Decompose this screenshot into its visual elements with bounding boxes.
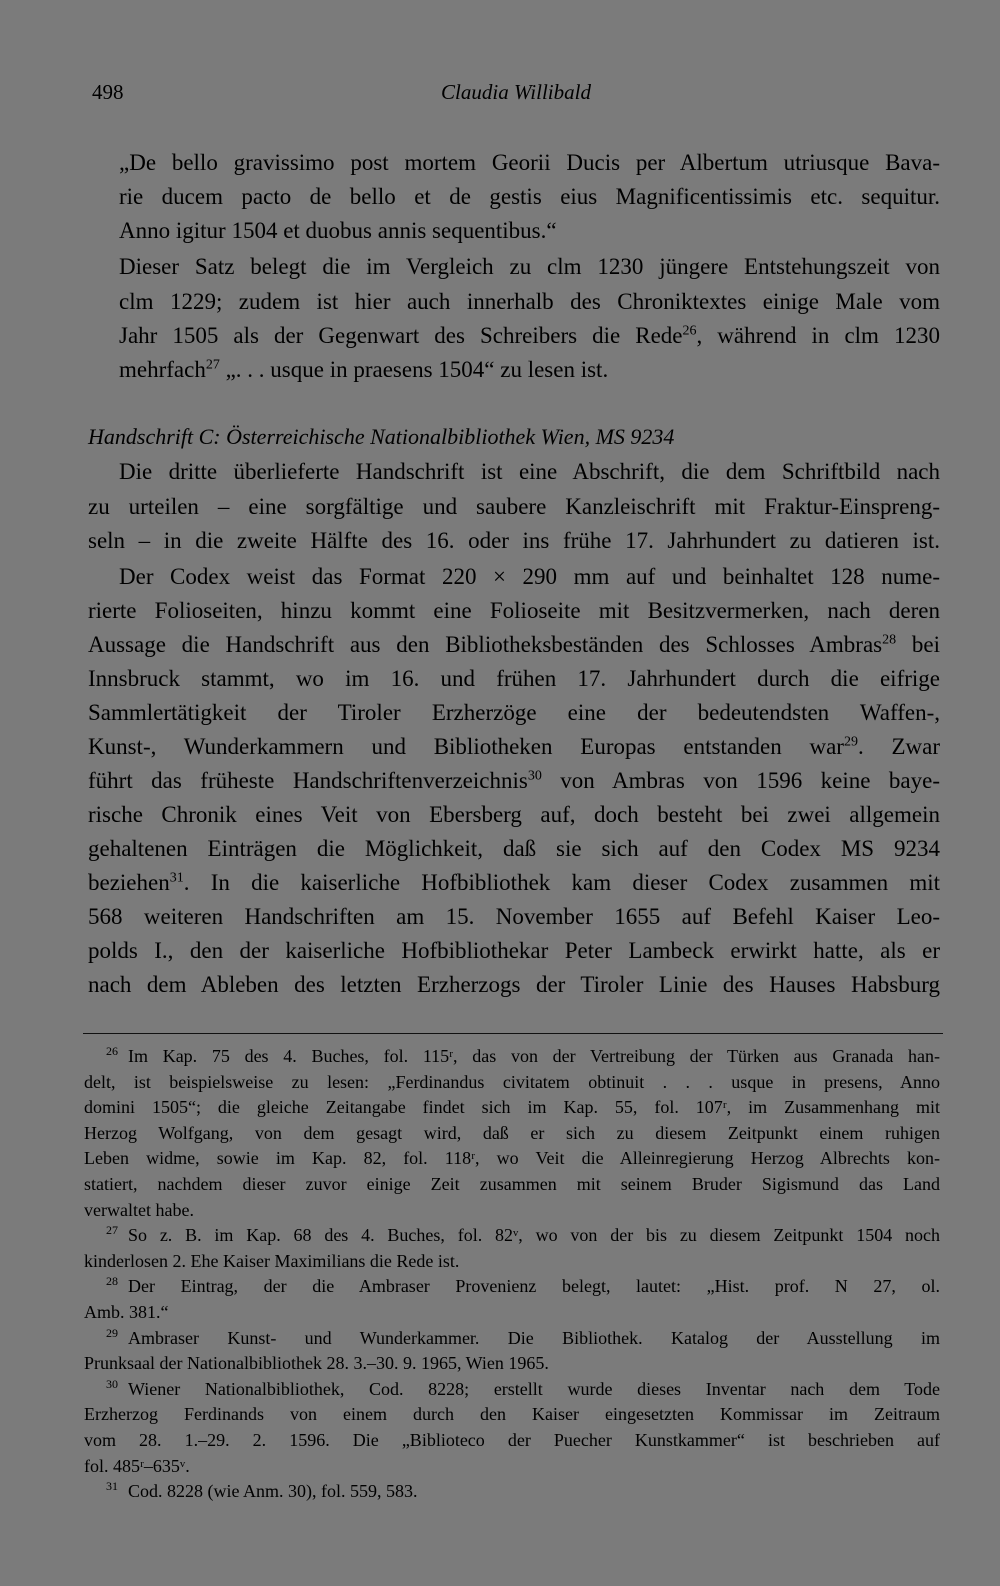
paragraph-line: gehaltenen Einträgen die Möglichkeit, daß sie sich auf den Codex MS 9234 — [88, 836, 940, 861]
running-head: Claudia Willibald — [441, 80, 591, 104]
footnote-line — [106, 1276, 940, 1297]
footnote-text: Erzherzog Ferdinands von einem durch den Kaiser eingesetzten Kommissar im Zeitraum — [84, 1404, 940, 1424]
footnote-text: verwaltet habe. — [84, 1200, 194, 1220]
quote-line: „De bello gravissimo post mortem Georii Ducis per Albertum utriusque Bava- — [119, 150, 940, 175]
page-header — [92, 80, 940, 112]
paragraph-line: Der Codex weist das Format 220 × 290 mm auf und beinhaltet 128 nume- — [119, 564, 940, 589]
paragraph-line: Innsbruck stammt, wo im 16. und frühen 17. Jahrhundert durch die eifrige — [88, 666, 940, 691]
footnote-line — [106, 1379, 940, 1400]
footnote-number: 31 — [106, 1479, 118, 1493]
footnote-text: vom 28. 1.–29. 2. 1596. Die „Biblioteco der Puecher Kunstkammer“ ist beschrieben auf — [84, 1430, 940, 1450]
footnote-text: Amb. 381.“ — [84, 1302, 169, 1322]
footnote-ref: 31 — [169, 870, 184, 886]
footnote-text: Im Kap. 75 des 4. Buches, fol. 115ʳ, das von der Vertreibung der Türken aus Granada han- — [128, 1046, 940, 1066]
footnote-ref: 30 — [527, 768, 542, 784]
footnote-number: 27 — [106, 1223, 118, 1237]
footnote-number: 26 — [106, 1044, 118, 1058]
paragraph-line: 568 weiteren Handschriften am 15. November 1655 auf Befehl Kaiser Leo- — [88, 904, 940, 929]
footnote-text: Cod. 8228 (wie Anm. 30), fol. 559, 583. — [128, 1481, 418, 1501]
quote-line: rie ducem pacto de bello et de gestis eius Magnificentissimis etc. sequitur. — [119, 184, 940, 209]
footnote-text: delt, ist beispielsweise zu lesen: „Ferdinandus civitatem obtinuit . . . usque in presens, Anno — [84, 1072, 940, 1092]
footnote-line — [84, 1353, 940, 1374]
section-heading: Handschrift C: Österreichische Nationalbibliothek Wien, MS 9234 — [88, 424, 675, 449]
footnote-text: Ambraser Kunst- und Wunderkammer. Die Bibliothek. Katalog der Ausstellung im — [128, 1328, 940, 1348]
paragraph-line: Die dritte überlieferte Handschrift ist eine Abschrift, die dem Schriftbild nach — [119, 459, 940, 484]
footnote-text: kinderlosen 2. Ehe Kaiser Maximilians die Rede ist. — [84, 1251, 460, 1271]
footnote-text: Prunksaal der Nationalbibliothek 28. 3.–30. 9. 1965, Wien 1965. — [84, 1353, 549, 1373]
footnote-line — [84, 1097, 940, 1118]
page-number: 498 — [92, 80, 124, 104]
paragraph-line: führt das früheste Handschriftenverzeichnis$^{30}$ von Ambras von 1596 keine baye- — [88, 768, 941, 793]
footnote-text: statiert, nachdem dieser zuvor einige Zeit zusammen mit seinem Bruder Sigismund das Land — [84, 1174, 940, 1194]
footnote-line — [106, 1328, 940, 1349]
footnote-line — [84, 1251, 940, 1272]
footnote-line — [84, 1123, 940, 1144]
footnote-ref: 28 — [882, 632, 897, 648]
paragraph-line: seln – in die zweite Hälfte des 16. oder ins frühe 17. Jahrhundert zu datieren ist. — [88, 528, 940, 553]
footnote-line — [84, 1148, 940, 1169]
footnote-line — [84, 1302, 940, 1323]
paragraph-line: Jahr 1505 als der Gegenwart des Schreibers die Rede$^{26}$, während in clm 1230 — [119, 323, 940, 348]
paragraph-line: polds I., den der kaiserliche Hofbibliothekar Peter Lambeck erwirkt hatte, als er — [88, 938, 940, 963]
paragraph-line: zu urteilen – eine sorgfältige und saubere Kanzleischrift mit Fraktur-Einspreng- — [88, 494, 940, 519]
footnote-text: domini 1505“; die gleiche Zeitangabe findet sich im Kap. 55, fol. 107ʳ, im Zusammenhang mit — [84, 1097, 940, 1117]
footnote-text: Wiener Nationalbibliothek, Cod. 8228; erstellt wurde dieses Inventar nach dem Tode — [128, 1379, 940, 1399]
footnote-ref: 27 — [205, 357, 220, 373]
footnote-text: So z. B. im Kap. 68 des 4. Buches, fol. 82ᵛ, wo von der bis zu diesem Zeitpunkt 1504 noch — [128, 1225, 940, 1245]
footnote-text: Der Eintrag, der die Ambraser Provenienz belegt, lautet: „Hist. prof. N 27, ol. — [128, 1276, 940, 1296]
footnote-number: 28 — [106, 1274, 118, 1288]
footnote-line — [84, 1072, 940, 1093]
footnote-line — [84, 1430, 940, 1451]
footnote-ref: 26 — [682, 323, 697, 339]
footnote-line — [106, 1046, 940, 1067]
footnote-line — [84, 1404, 940, 1425]
footnote-line — [84, 1174, 940, 1195]
footnote-ref: 29 — [843, 734, 858, 750]
footnote-line — [84, 1456, 940, 1477]
paragraph-line: Sammlertätigkeit der Tiroler Erzherzöge eine der bedeutendsten Waffen-, — [88, 700, 940, 725]
footnote-line — [106, 1225, 940, 1246]
footnote-line — [106, 1481, 940, 1502]
footnote-number: 30 — [106, 1377, 118, 1391]
paragraph-line: beziehen$^{31}$. In die kaiserliche Hofbibliothek kam dieser Codex zusammen mit — [88, 870, 940, 895]
footnote-rule — [83, 1033, 943, 1034]
paragraph-line: Dieser Satz belegt die im Vergleich zu clm 1230 jüngere Entstehungszeit von — [119, 254, 940, 279]
footnote-text: Leben widme, sowie im Kap. 82, fol. 118ʳ, wo Veit die Alleinregierung Herzog Albrechts kon- — [84, 1148, 940, 1168]
paragraph-line: Aussage die Handschrift aus den Bibliotheksbeständen des Schlosses Ambras$^{28}$ bei — [88, 632, 940, 657]
footnote-text: Herzog Wolfgang, von dem gesagt wird, daß er sich zu diesem Zeitpunkt einem ruhigen — [84, 1123, 940, 1143]
paragraph-line: rierte Folioseiten, hinzu kommt eine Folioseite mit Besitzvermerken, nach deren — [88, 598, 940, 623]
quote-line: Anno igitur 1504 et duobus annis sequentibus.“ — [119, 218, 557, 243]
paragraph-line: Kunst-, Wunderkammern und Bibliotheken Europas entstanden war$^{29}$. Zwar — [88, 734, 940, 759]
paragraph-line: rische Chronik eines Veit von Ebersberg auf, doch besteht bei zwei allgemein — [88, 802, 940, 827]
footnote-number: 29 — [106, 1326, 118, 1340]
footnote-text: fol. 485ʳ–635ᵛ. — [84, 1456, 190, 1476]
paragraph-line: mehrfach$^{27}$ „. . . usque in praesens 1504“ zu lesen ist. — [119, 357, 609, 382]
footnote-line — [84, 1200, 940, 1221]
paragraph-line: clm 1229; zudem ist hier auch innerhalb des Chroniktextes einige Male vom — [119, 289, 940, 314]
paragraph-line: nach dem Ableben des letzten Erzherzogs der Tiroler Linie des Hauses Habsburg — [88, 972, 940, 997]
